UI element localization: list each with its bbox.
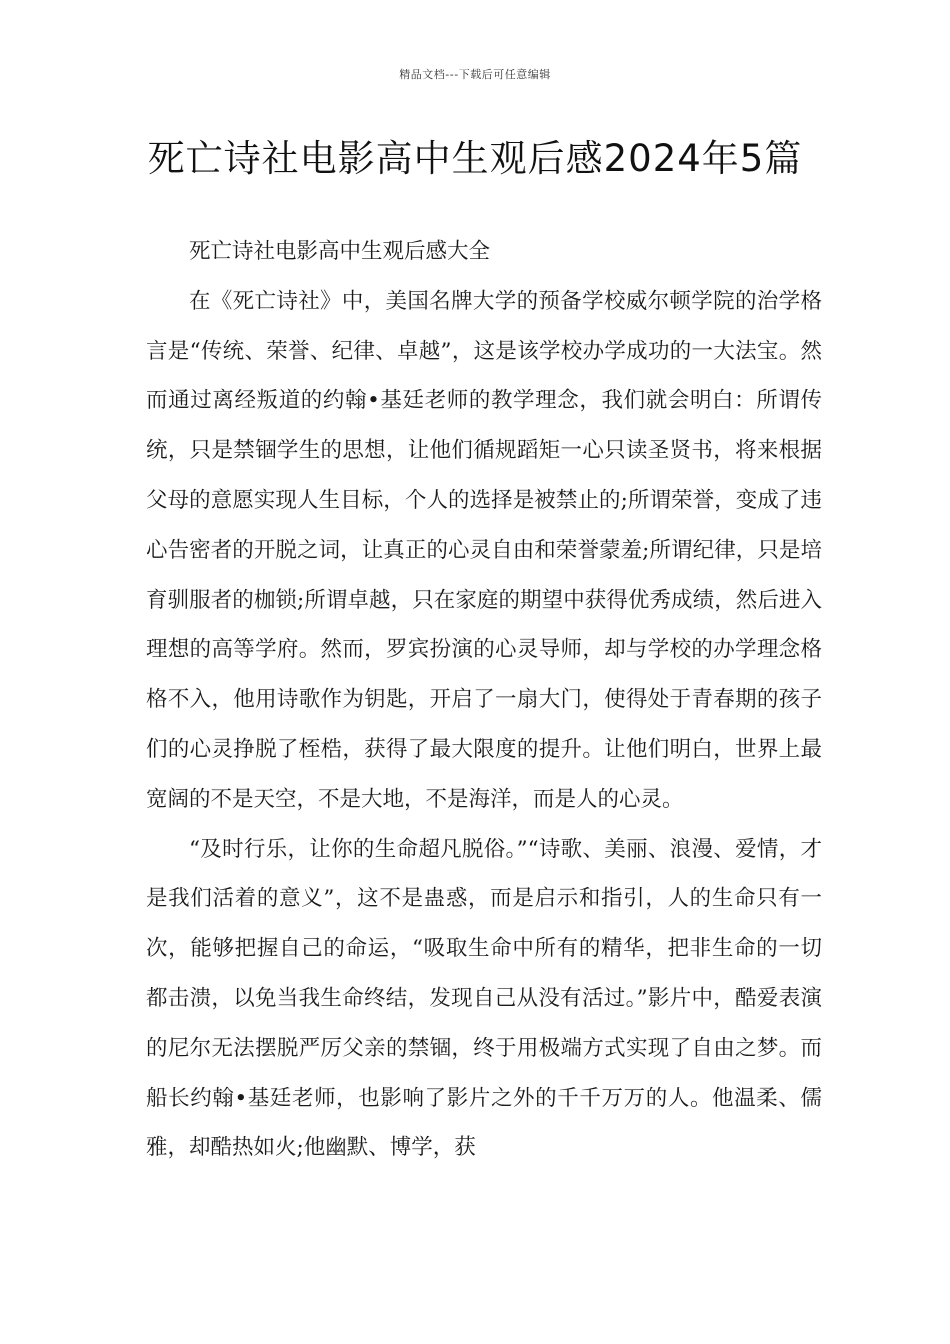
paragraph: 在《死亡诗社》中，美国名牌大学的预备学校威尔顿学院的治学格言是“传统、荣誉、纪律、卓越”，这是该学校办学成功的一大法宝。然而通过离经叛道的约翰•基廷老师的教学理念，我们就会明白：所谓传统，只是禁锢学生的思想，让他们循规蹈矩一心只读圣贤书，将来根据父母的意愿实现人生目标，个人的选择是被禁止的;所谓荣誉，变成了违心告密者的开脱之词，让真正的心灵自由和荣誉蒙羞;所谓纪律，只是培育驯服者的枷锁;所谓卓越，只在家庭的期望中获得优秀成绩，然后进入理想的高等学府。然而，罗宾扮演的心灵导师，却与学校的办学理念格格不入，他用诗歌作为钥匙，开启了一扇大门，使得处于青春期的孩子们的心灵挣脱了桎梏，获得了最大限度的提升。让他们明白，世界上最宽阔的不是天空，不是大地，不是海洋，而是人的心灵。 (146, 288, 822, 812)
page-title: 死亡诗社电影高中生观后感2024年5篇 (147, 137, 803, 180)
header-note: 精品文档---下载后可任意编辑 (399, 68, 551, 81)
paragraph-subtitle: 死亡诗社电影高中生观后感大全 (189, 239, 491, 264)
paragraph: “及时行乐，让你的生命超凡脱俗。”“诗歌、美丽、浪漫、爱情，才是我们活着的意义”，这不是蛊惑，而是启示和指引，人的生命只有一次，能够把握自己的命运，“吸取生命中所有的精华，把非生命的一切都击溃，以免当我生命终结，发现自己从没有活过。”影片中，酷爱表演的尼尔无法摆脱严厉父亲的禁锢，终于用极端方式实现了自由之梦。而船长约翰•基廷老师，也影响了影片之外的千千万万的人。他温柔、儒雅，却酷热如火;他幽默、博学，获 (146, 836, 822, 1161)
body-text (146, 227, 822, 1173)
